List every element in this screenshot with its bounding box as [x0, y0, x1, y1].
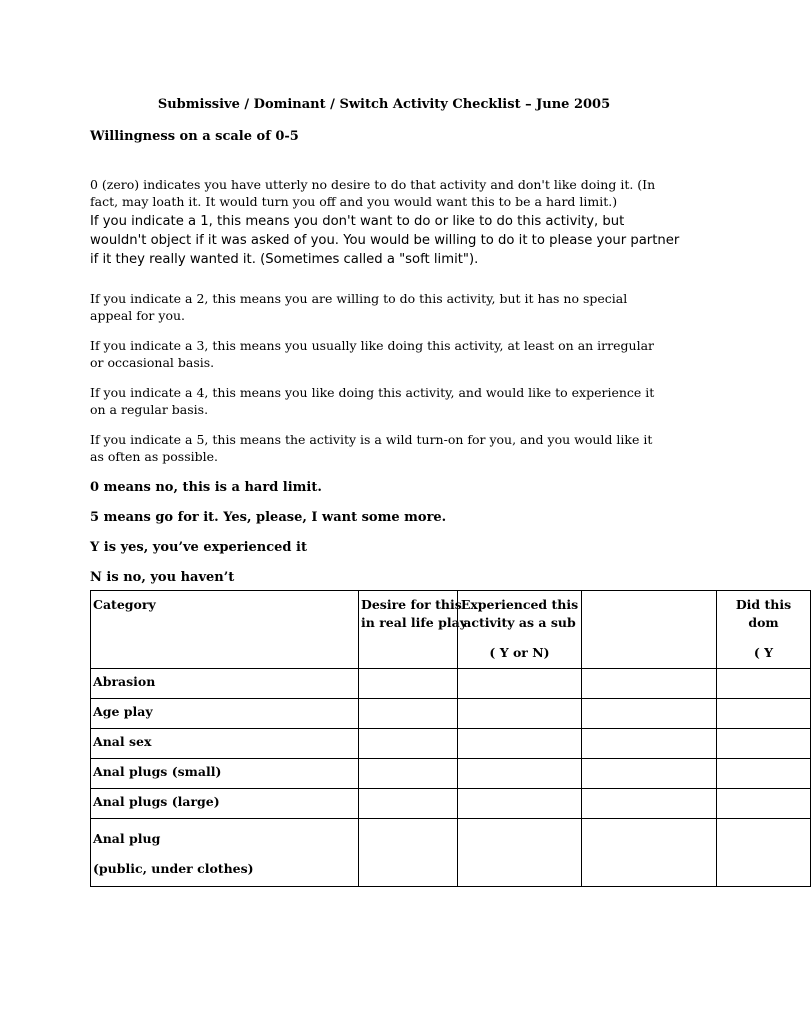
scale-description-0: 0 (zero) indicates you have utterly no desire to do that activity and don't like doing it. (In fact, may loath it. It would turn you off and you would want this to be a hard limit.) — [90, 177, 656, 209]
dom-cell[interactable] — [717, 699, 811, 729]
activity-checklist-table — [90, 590, 811, 887]
table-row — [91, 699, 811, 729]
row-label-line: (public, under clothes) — [93, 861, 254, 876]
blank-cell[interactable] — [582, 819, 717, 887]
row-label: Anal sex — [91, 729, 359, 759]
row-label: Anal plugs (small) — [91, 759, 359, 789]
header-category: Category — [91, 591, 359, 669]
table-row — [91, 729, 811, 759]
header-desire: Desire for this in real life play — [359, 591, 458, 669]
table-header-row — [91, 591, 811, 669]
row-label: Abrasion — [91, 669, 359, 699]
dom-cell[interactable] — [717, 759, 811, 789]
scale-description-1: If you indicate a 1, this means you don't want to do or like to do this activity, but wouldn't object if it was asked of you. You would be willing to do it to please your partner if it they really wanted it. (Sometimes called a "soft limit"). — [90, 214, 680, 267]
table-row — [91, 819, 811, 887]
blank-cell[interactable] — [582, 729, 717, 759]
row-label: Age play — [91, 699, 359, 729]
header-blank — [582, 591, 717, 669]
sub-cell[interactable] — [458, 729, 582, 759]
key-go-for-it: 5 means go for it. Yes, please, I want some more. — [90, 510, 447, 525]
desire-cell[interactable] — [359, 729, 458, 759]
document-title: Submissive / Dominant / Switch Activity Checklist – June 2005 — [157, 97, 611, 112]
desire-cell[interactable] — [359, 669, 458, 699]
desire-cell[interactable] — [359, 759, 458, 789]
table-row — [91, 669, 811, 699]
blank-cell[interactable] — [582, 669, 717, 699]
scale-description-3: If you indicate a 3, this means you usually like doing this activity, at least on an irregular or occasional basis. — [90, 338, 654, 370]
row-label: Anal plugs (large) — [91, 789, 359, 819]
sub-cell[interactable] — [458, 819, 582, 887]
key-no: N is no, you haven’t — [90, 570, 235, 585]
table-row — [91, 789, 811, 819]
desire-cell[interactable] — [359, 819, 458, 887]
key-yes: Y is yes, you’ve experienced it — [90, 540, 307, 555]
blank-cell[interactable] — [582, 699, 717, 729]
header-experienced-dom: Did this dom ( Y — [717, 591, 811, 669]
blank-cell[interactable] — [582, 759, 717, 789]
scale-heading: Willingness on a scale of 0-5 — [90, 129, 299, 144]
row-label-line: Anal plug — [93, 831, 161, 846]
key-hard-limit: 0 means no, this is a hard limit. — [90, 480, 322, 495]
scale-description-2: If you indicate a 2, this means you are willing to do this activity, but it has no special appeal for you. — [90, 291, 628, 323]
desire-cell[interactable] — [359, 699, 458, 729]
desire-cell[interactable] — [359, 789, 458, 819]
sub-cell[interactable] — [458, 699, 582, 729]
sub-cell[interactable] — [458, 759, 582, 789]
dom-cell[interactable] — [717, 819, 811, 887]
scale-description-4: If you indicate a 4, this means you like doing this activity, and would like to experience it on a regular basis. — [90, 385, 655, 417]
scale-description-5: If you indicate a 5, this means the activity is a wild turn-on for you, and you would like it as often as possible. — [90, 432, 653, 464]
table-row — [91, 759, 811, 789]
row-label — [91, 819, 359, 887]
blank-cell[interactable] — [582, 789, 717, 819]
dom-cell[interactable] — [717, 729, 811, 759]
header-experienced-sub: Experienced this activity as a sub ( Y or N) — [458, 591, 582, 669]
dom-cell[interactable] — [717, 669, 811, 699]
sub-cell[interactable] — [458, 789, 582, 819]
dom-cell[interactable] — [717, 789, 811, 819]
sub-cell[interactable] — [458, 669, 582, 699]
